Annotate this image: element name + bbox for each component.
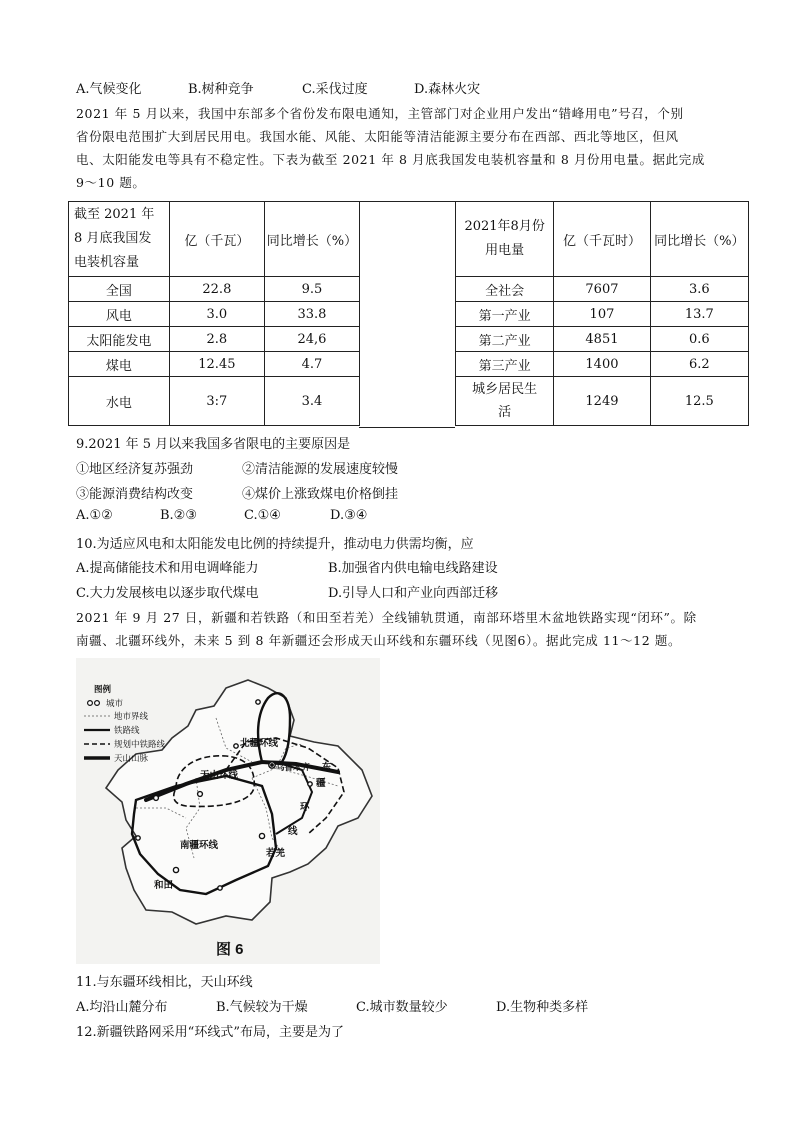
intro2-line: 2021 年 9 月 27 日，新疆和若铁路（和田至若羌）全线铺轨贯通，南部环塔里木盆地铁路实现“闭环”。除 [76, 610, 697, 625]
city-marker [198, 792, 203, 797]
table-row [69, 327, 360, 352]
table-cell: 煤电 [69, 352, 170, 377]
q9-option-a: A.①② [76, 508, 113, 523]
table-header-row [69, 202, 360, 277]
table-row [69, 352, 360, 377]
table-cell: 0.6 [650, 327, 748, 352]
table-cell: 107 [554, 302, 650, 327]
cell-line: 活 [498, 405, 512, 420]
table-cell: 3.0 [169, 302, 264, 327]
header-line: 2021年8月份 [464, 219, 545, 234]
label-tianshan-loop: 天山环线 [200, 770, 239, 781]
table-row [456, 277, 749, 302]
city-marker [234, 744, 238, 748]
q8-option-c: C.采伐过度 [302, 82, 368, 97]
table-row [69, 277, 360, 302]
xinjiang-railway-map [76, 658, 380, 964]
label-east-loop-3: 环 [300, 802, 310, 813]
label-south-loop: 南疆环线 [180, 840, 219, 851]
table-cell: 33.8 [264, 302, 359, 327]
intro1-line: 省份限电范围扩大到居民用电。我国水能、风能、太阳能等清洁能源主要分布在西部、西北等地区，但风 [76, 129, 679, 144]
table-cell: 2.8 [169, 327, 264, 352]
q9-item: ①地区经济复苏强劲 [76, 462, 194, 477]
q10-options-row-1 [76, 557, 498, 576]
table-header-cell: 同比增长（%） [650, 202, 748, 277]
q9-item: ④煤价上涨致煤电价格倒挂 [242, 487, 399, 502]
table-spacer-column [359, 201, 455, 428]
legend-title: 图例 [94, 684, 112, 694]
legend-planned-label: 规划中铁路线 [114, 739, 166, 749]
intro1-line: 电、太阳能发电等具有不稳定性。下表为截至 2021 年 8 月底我国发电装机容量和 8 月份用电量。据此完成 [76, 152, 705, 167]
city-marker [154, 796, 159, 801]
table-cell: 4.7 [264, 352, 359, 377]
label-urumqi: 乌鲁木齐 [276, 762, 311, 772]
q9-stem: 9.2021 年 5 月以来我国多省限电的主要原因是 [76, 437, 351, 452]
table-header-cell [456, 202, 554, 277]
header-line: 电装机容量 [74, 255, 140, 270]
legend-border-label: 地市界线 [114, 711, 149, 721]
q9-item: ③能源消费结构改变 [76, 487, 194, 502]
city-marker [308, 782, 312, 786]
table-header-cell: 亿（千瓦） [169, 202, 264, 277]
table-cell: 9.5 [264, 277, 359, 302]
table-cell: 12.45 [169, 352, 264, 377]
table-cell: 22.8 [169, 277, 264, 302]
header-line: 用电量 [485, 243, 525, 258]
table-cell: 风电 [69, 302, 170, 327]
q10-stem: 10.为适应风电和太阳能发电比例的持续提升，推动电力供需均衡，应 [76, 537, 474, 552]
legend-mountain-label: 天山山脉 [114, 753, 149, 763]
legend-railway-label: 铁路线 [114, 725, 140, 735]
table-cell: 12.5 [650, 377, 748, 426]
table-cell: 太阳能发电 [69, 327, 170, 352]
q10-options-row-2 [76, 582, 498, 601]
q11-option-b: B.气候较为干燥 [216, 1000, 308, 1015]
table-header-cell: 亿（千瓦时） [554, 202, 650, 277]
table-header-row [456, 202, 749, 277]
label-hetian: 和田 [154, 880, 174, 891]
table-cell: 3.4 [264, 377, 359, 426]
q9-item: ②清洁能源的发展速度较慢 [242, 462, 399, 477]
table-cell: 13.7 [650, 302, 748, 327]
table-row [456, 302, 749, 327]
q11-stem: 11.与东疆环线相比，天山环线 [76, 975, 253, 990]
q8-options [76, 78, 480, 97]
cell-line: 城乡居民生 [472, 382, 538, 397]
label-north-loop: 北疆环线 [240, 738, 279, 749]
city-ruoqiang-marker [259, 833, 264, 838]
electricity-consumption-table [455, 201, 749, 426]
table-cell: 第一产业 [456, 302, 554, 327]
table-row [456, 327, 749, 352]
table-cell: 3.6 [650, 277, 748, 302]
label-east-loop-2: 疆 [316, 778, 326, 789]
q12-stem: 12.新疆铁路网采用“环线式”布局，主要是为了 [76, 1025, 344, 1040]
q10-option-a: A.提高储能技术和用电调峰能力 [76, 561, 259, 576]
q9-items-row-2 [76, 483, 398, 502]
q9-option-b: B.②③ [160, 508, 197, 523]
table-cell: 全社会 [456, 277, 554, 302]
city-marker [256, 700, 260, 704]
intro-paragraph-2 [76, 606, 726, 652]
header-line: 8 月底我国发 [74, 231, 152, 246]
q8-option-b: B.树种竞争 [188, 82, 254, 97]
intro1-line: 2021 年 5 月以来，我国中东部多个省份发布限电通知，主管部门对企业用户发出“错峰用电”号召，个别 [76, 106, 684, 121]
table-cell: 全国 [69, 277, 170, 302]
table-row [456, 352, 749, 377]
table-cell: 6.2 [650, 352, 748, 377]
table-cell: 第二产业 [456, 327, 554, 352]
installed-capacity-table [68, 201, 360, 426]
table-header-cell: 同比增长（%） [264, 202, 359, 277]
table-row [456, 377, 749, 426]
table-header-cell [69, 202, 170, 277]
q9-option-c: C.①④ [244, 508, 281, 523]
q9-option-d: D.③④ [330, 508, 368, 523]
q8-option-d: D.森林火灾 [414, 82, 481, 97]
city-marker [136, 836, 140, 840]
city-hetian-marker [173, 867, 178, 872]
q11-option-d: D.生物种类多样 [496, 1000, 589, 1015]
header-line: 截至 2021 年 [74, 207, 155, 222]
intro2-line: 南疆、北疆环线外，未来 5 到 8 年新疆还会形成天山环线和东疆环线（见图6）。据此完成 11～12 题。 [76, 633, 682, 648]
q9-items-row-1 [76, 458, 398, 477]
label-east-loop-1: 东 [322, 762, 332, 773]
table-cell: 24,6 [264, 327, 359, 352]
figure-caption: 图 6 [216, 941, 244, 958]
table-cell [456, 377, 554, 426]
table-cell: 3:7 [169, 377, 264, 426]
label-ruoqiang: 若羌 [266, 848, 286, 859]
q8-option-a: A.气候变化 [76, 82, 142, 97]
q10-option-c: C.大力发展核电以逐步取代煤电 [76, 586, 259, 601]
legend-city-icon [88, 701, 93, 706]
legend-city-icon [95, 701, 100, 706]
label-east-loop-4: 线 [288, 826, 298, 837]
table-cell: 7607 [554, 277, 650, 302]
q10-option-b: B.加强省内供电输电线路建设 [328, 561, 498, 576]
q10-option-d: D.引导人口和产业向西部迁移 [328, 586, 499, 601]
city-urumqi-core [271, 764, 273, 766]
q9-options [76, 508, 367, 523]
table-cell: 1249 [554, 377, 650, 426]
table-cell: 第三产业 [456, 352, 554, 377]
legend-city-label: 城市 [106, 698, 124, 708]
q11-option-a: A.均沿山麓分布 [76, 1000, 168, 1015]
city-marker [218, 886, 222, 890]
q11-options [76, 996, 588, 1015]
table-cell: 4851 [554, 327, 650, 352]
intro-paragraph-1 [76, 102, 726, 194]
intro1-line: 9～10 题。 [76, 175, 146, 190]
q11-option-c: C.城市数量较少 [356, 1000, 448, 1015]
table-row [69, 302, 360, 327]
table-cell: 1400 [554, 352, 650, 377]
table-row [69, 377, 360, 426]
table-cell: 水电 [69, 377, 170, 426]
